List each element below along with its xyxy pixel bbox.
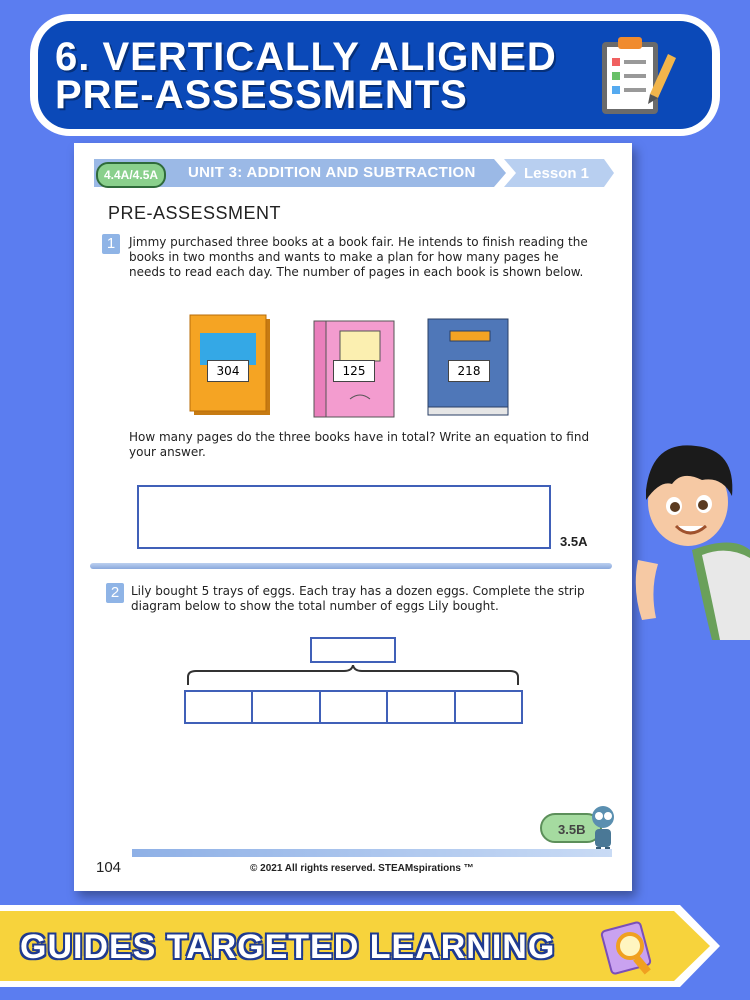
footer-bar — [132, 849, 612, 857]
header-title-line1: 6. VERTICALLY ALIGNED — [55, 35, 557, 79]
section-divider — [90, 563, 612, 569]
teks-3-5b-pill: 3.5B — [540, 813, 602, 843]
clipboard-checklist-icon — [598, 34, 678, 118]
page-number: 104 — [96, 859, 122, 876]
strip-cell[interactable] — [184, 690, 253, 724]
copyright: © 2021 All rights reserved. STEAMspirations ™ — [250, 863, 474, 874]
teks-3-5a: 3.5A — [560, 534, 588, 549]
book-2-pages: 125 — [333, 360, 375, 382]
strip-total-box[interactable] — [310, 637, 396, 663]
question-2-number: 2 — [106, 583, 124, 603]
boy-character-illustration — [632, 440, 750, 640]
question-1-number: 1 — [102, 234, 120, 254]
book-3-pages: 218 — [448, 360, 490, 382]
answer-box[interactable] — [137, 485, 551, 549]
bottom-banner-text: GUIDES TARGETED LEARNING — [20, 928, 556, 966]
strip-brace — [186, 665, 520, 687]
question-2-text: Lily bought 5 trays of eggs. Each tray has a dozen eggs. Complete the strip diagram below to show the total number of eggs Lily bought. — [131, 584, 585, 613]
strip-cell[interactable] — [386, 690, 455, 724]
question-1-prompt: How many pages do the three books have in total? Write an equation to find your answer. — [129, 430, 590, 459]
worksheet-page — [74, 143, 632, 891]
strip-cell[interactable] — [319, 690, 388, 724]
header-title — [55, 35, 595, 117]
unit-title: UNIT 3: ADDITION AND SUBTRACTION — [188, 164, 476, 181]
lesson-label: Lesson 1 — [524, 165, 590, 182]
strip-cell[interactable] — [454, 690, 523, 724]
standard-badge: 4.4A/4.5A — [96, 162, 166, 188]
header-title-line2: PRE-ASSESSMENTS — [55, 73, 468, 117]
strip-cell[interactable] — [251, 690, 320, 724]
question-1-text: Jimmy purchased three books at a book fair. He intends to finish reading the books in two months and wants to make a plan for how many pages he needs to read each day. The number of pages in each book is shown below. — [129, 235, 588, 279]
book-1-pages: 304 — [207, 360, 249, 382]
section-title: PRE-ASSESSMENT — [108, 203, 282, 223]
strip-diagram — [184, 690, 521, 724]
magnifier-scroll-icon — [600, 916, 658, 978]
